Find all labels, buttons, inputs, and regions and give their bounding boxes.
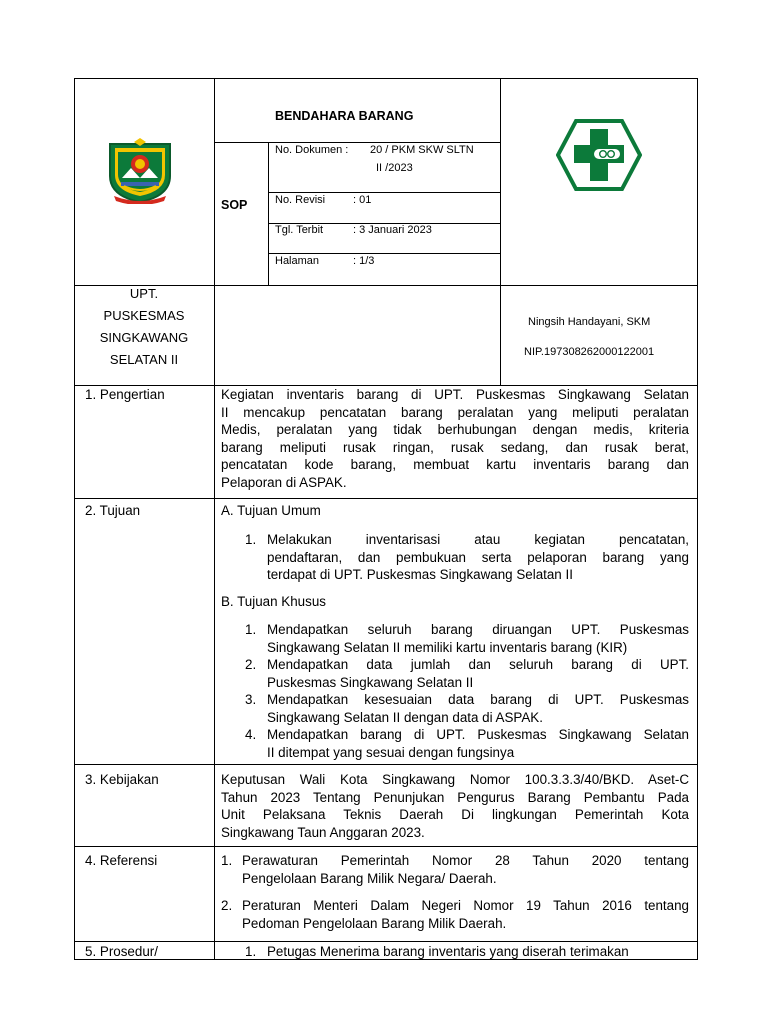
- halaman-value: : 1/3: [353, 255, 375, 267]
- signer-nip: NIP.197308262000122001: [524, 346, 655, 358]
- document-title: BENDAHARA BARANG: [275, 109, 414, 123]
- city-crest-logo: [104, 138, 176, 204]
- halaman-label: Halaman: [275, 255, 320, 267]
- list-item: 1. Perawaturan Pemerintah Nomor 28 Tahun 2020 tentang Pengelolaan Barang Milik Negara/ Daerah.: [221, 853, 689, 886]
- referensi-list: [221, 852, 689, 932]
- tujuan-khusus-heading: B. Tujuan Khusus: [221, 594, 326, 609]
- terbit-value: : 3 Januari 2023: [353, 224, 432, 236]
- list-item: 2. Peraturan Menteri Dalam Negeri Nomor 19 Tahun 2016 tentang Pedoman Pengelolaan Barang Milik Daerah.: [221, 898, 689, 931]
- sop-label: SOP: [221, 198, 248, 212]
- tujuan-umum-heading: A. Tujuan Umum: [221, 503, 321, 518]
- doc-no-label: No. Dokumen :: [275, 144, 349, 156]
- doc-no-value-cont: II /2023: [376, 162, 413, 174]
- list-item: 2. Mendapatkan data jumlah dan seluruh barang di UPT. Puskesmas Singkawang Selatan II: [245, 657, 689, 690]
- signer-name: Ningsih Handayani, SKM: [528, 316, 651, 328]
- prosedur-item: 1. Petugas Menerima barang inventaris yang diserah terimakan: [245, 944, 629, 959]
- list-item: 1. Mendapatkan seluruh barang diruangan UPT. Puskesmas Singkawang Selatan II memiliki kartu inventaris barang (KIR): [245, 622, 689, 655]
- label-tujuan: 2. Tujuan: [85, 503, 141, 518]
- tujuan-khusus-list: [245, 621, 689, 761]
- revisi-value: : 01: [353, 194, 372, 206]
- label-kebijakan: 3. Kebijakan: [85, 772, 159, 787]
- institution-name: UPT. PUSKESMAS SINGKAWANG SELATAN II: [99, 286, 189, 367]
- puskesmas-logo: [556, 119, 642, 191]
- terbit-label: Tgl. Terbit: [275, 224, 324, 236]
- doc-no-value: 20 / PKM SKW SLTN: [370, 144, 474, 156]
- revisi-label: No. Revisi: [275, 194, 326, 206]
- pengertian-text: Kegiatan inventaris barang di UPT. Puskesmas Singkawang Selatan II mencakup pencatatan barang peralatan yang meliputi peralatan Medis, peralatan yang tidak berhubungan dengan medis, kriteria barang meliputi rusak ringan, rusak sedang, dan rusak berat, pencatatan kode barang, membuat kartu inventaris barang dan Pelaporan di ASPAK.: [221, 387, 689, 490]
- label-pengertian: 1. Pengertian: [85, 387, 165, 402]
- list-item: 3. Mendapatkan kesesuaian data barang di UPT. Puskesmas Singkawang Selatan II dengan data di ASPAK.: [245, 692, 689, 725]
- label-prosedur: 5. Prosedur/: [85, 944, 158, 959]
- tujuan-umum-item: 1. Melakukan inventarisasi atau kegiatan pencatatan, pendaftaran, dan pembukuan serta pelaporan barang yang terdapat di UPT. Puskesmas Singkawang Selatan II: [245, 532, 689, 582]
- kebijakan-text: Keputusan Wali Kota Singkawang Nomor 100.3.3.3/40/BKD. Aset-C Tahun 2023 Tentang Penunjukan Pengurus Barang Pembantu Pada Unit Pelaksana Teknis Daerah Di lingkungan Pemerintah Kota Singkawang Taun Anggaran 2023.: [221, 772, 689, 840]
- label-referensi: 4. Referensi: [85, 853, 158, 868]
- list-item: 4. Mendapatkan barang di UPT. Puskesmas Singkawang Selatan II ditempat yang sesuai dengan fungsinya: [245, 727, 689, 760]
